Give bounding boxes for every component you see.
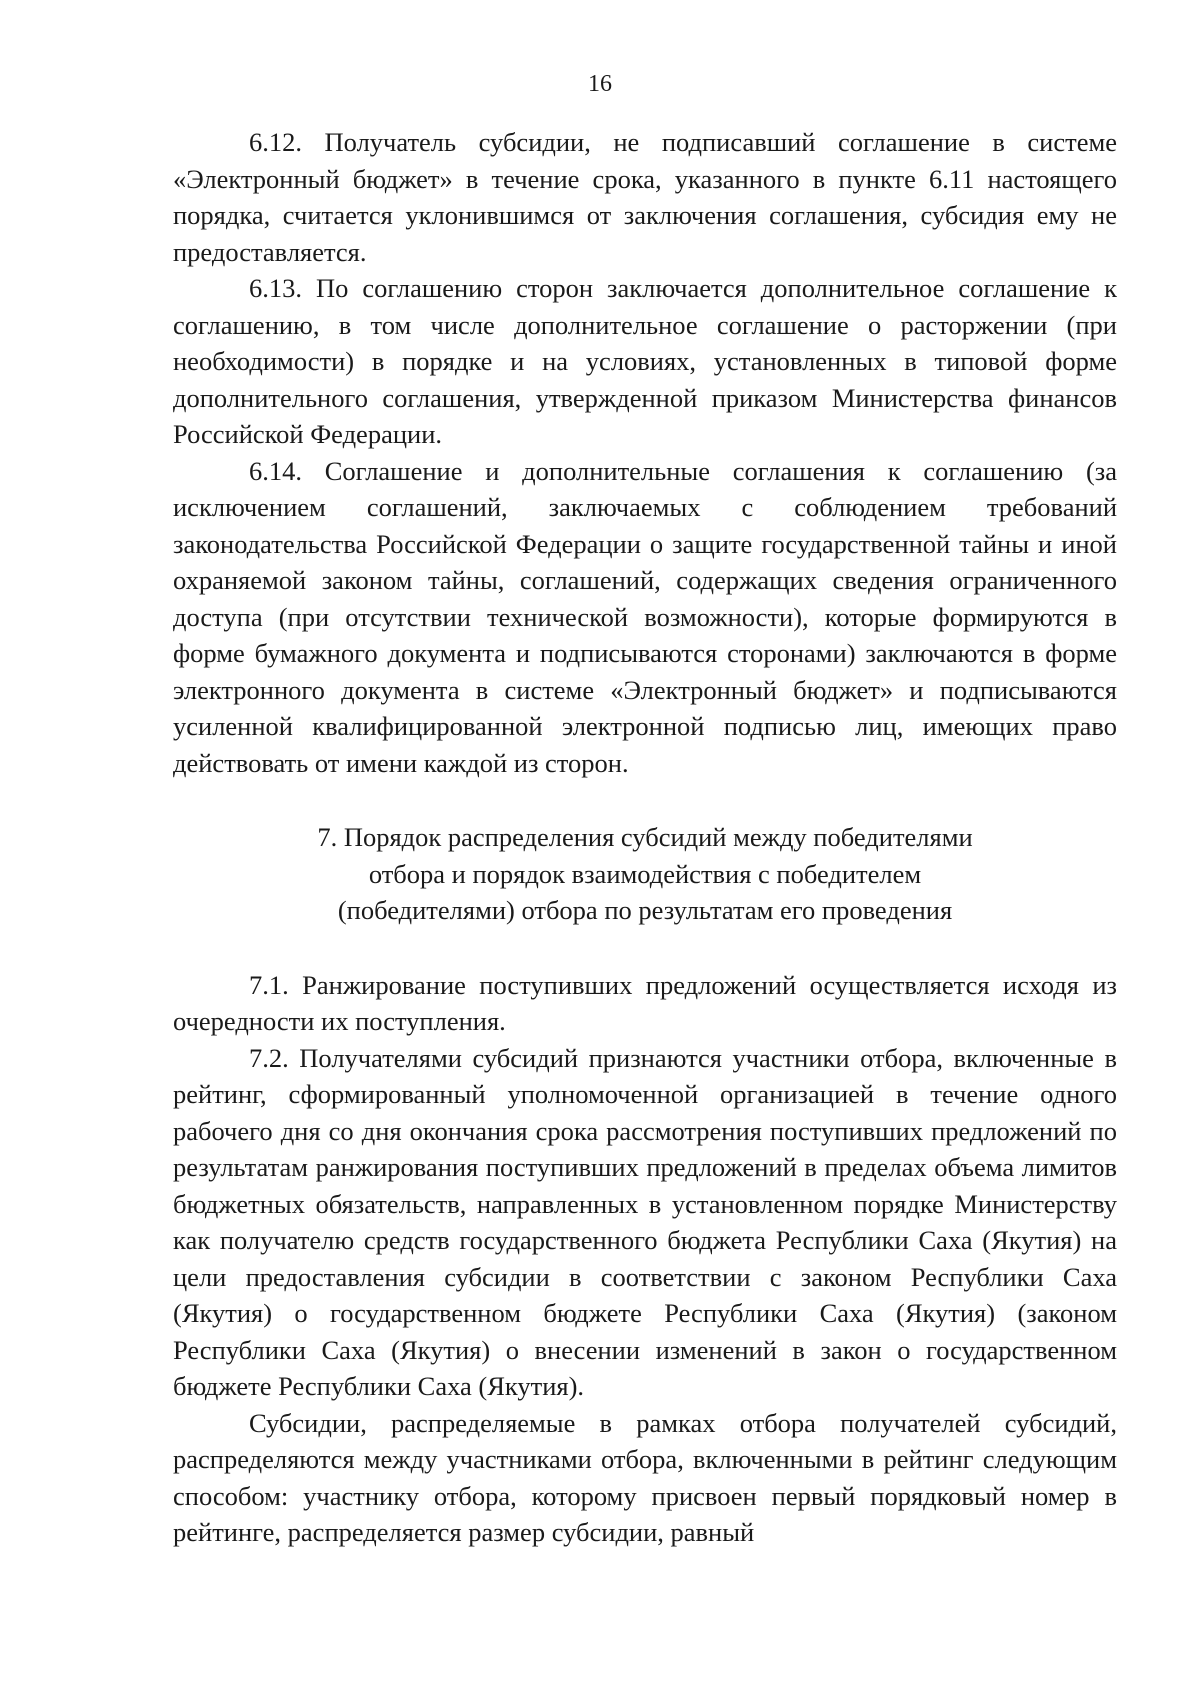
paragraph-7-2: 7.2. Получателями субсидий признаются участники отбора, включенные в рейтинг, сформированный уполномоченной организацией в течение одного рабочего дня со дня окончания срока рассмотрения поступивших предложений по результатам ранжирования поступивших предложений в пределах объема лимитов бюджетных обязательств, направленных в установленном порядке Министерству как получателю средств государственного бюджета Республики Саха (Якутия) на цели предоставления субсидии в соответствии с законом Республики Саха (Якутия) о государственном бюджете Республики Саха (Якутия) (законом Республики Саха (Якутия) о внесении изменений в закон о государственном бюджете Республики Саха (Якутия). xyxy=(173,1042,1117,1401)
section-heading-line: отбора и порядок взаимодействия с победителем xyxy=(368,858,922,889)
paragraph-subsidy-distribution: Субсидии, распределяемые в рамках отбора получателей субсидий, распределяются между участниками отбора, включенными в рейтинг следующим способом: участнику отбора, которому присвоен первый порядковый номер в рейтинге, распределяется размер субсидии, равный xyxy=(173,1407,1117,1547)
paragraph-6-14: 6.14. Соглашение и дополнительные соглашения к соглашению (за исключением соглашений, заключаемых с соблюдением требований законодательства Российской Федерации о защите государственной тайны и иной охраняемой законом тайны, соглашений, содержащих сведения ограниченного доступа (при отсутствии технической возможности), которые формируются в форме бумажного документа и подписываются сторонами) заключаются в форме электронного документа в системе «Электронный бюджет» и подписываются усиленной квалифицированной электронной подписью лиц, имеющих право действовать от имени каждой из сторон. xyxy=(173,455,1117,778)
section-heading-line: 7. Порядок распределения субсидий между победителями xyxy=(317,822,973,852)
paragraph-6-13: 6.13. По соглашению сторон заключается дополнительное соглашение к соглашению, в том числе дополнительное соглашение о расторжении (при необходимости) в порядке и на условиях, установленных в типовой форме дополнительного соглашения, утвержденной приказом Министерства финансов Российской Федерации. xyxy=(173,273,1117,449)
paragraph-6-12: 6.12. Получатель субсидии, не подписавший соглашение в системе «Электронный бюджет» в течение срока, указанного в пункте 6.11 настоящего порядка, считается уклонившимся от заключения соглашения, субсидия ему не предоставляется. xyxy=(173,127,1117,267)
paragraph-7-1: 7.1. Ранжирование поступивших предложений осуществляется исходя из очередности их поступления. xyxy=(173,969,1117,1036)
page-number: 16 xyxy=(588,71,612,97)
document-body xyxy=(173,124,1117,1551)
section-heading xyxy=(173,819,1117,929)
section-heading-line: (победителями) отбора по результатам его проведения xyxy=(337,895,953,925)
